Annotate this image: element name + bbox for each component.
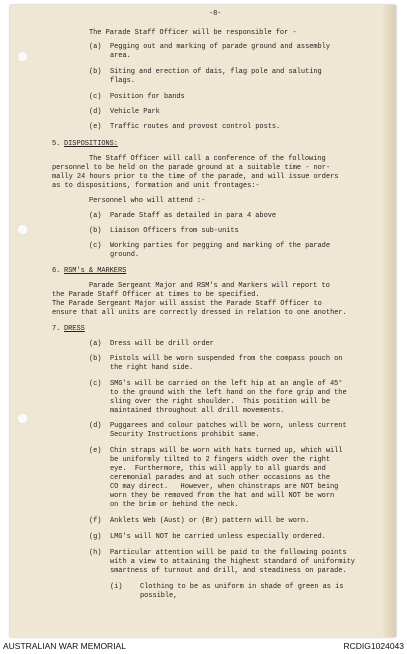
list-item-text: be uniformly tilted to 2 fingers width over the right: [110, 456, 330, 464]
section-heading: DISPOSITIONS:: [64, 140, 118, 148]
list-item-text: ceremonial parades and at such other occasions as the: [110, 474, 330, 482]
list-item-text: worn they be removed from the hat and will NOT be worn: [110, 492, 335, 500]
list-item-text: Traffic routes and provost control posts.: [110, 123, 281, 131]
list-item-text: SMG's will be carried on the left hip at an angle of 45°: [110, 380, 343, 388]
list-item-text: ground.: [110, 251, 140, 259]
list-item-label: (c): [89, 242, 102, 250]
list-item-label: (a): [89, 340, 102, 348]
list-item-text: Siting and erection of dais, flag pole and saluting: [110, 68, 322, 76]
page-number: -8-: [209, 10, 222, 18]
list-item-label: (e): [89, 447, 102, 455]
intro-text: The Parade Staff Officer will be responsible for -: [89, 29, 297, 37]
list-item-text: eye. Furthermore, this will apply to all guards and: [110, 465, 326, 473]
document-page: [10, 5, 396, 637]
list-item-label: (f): [89, 517, 102, 525]
list-item-text: maintained throughout all drill movements.: [110, 407, 285, 415]
list-item-label: (d): [89, 422, 102, 430]
section-number: 7.: [52, 325, 61, 333]
list-item-label: (a): [89, 43, 102, 51]
attend-text: Personnel who will attend :-: [89, 197, 206, 205]
paragraph-line: The Parade Sergeant Major will assist the Parade Staff Officer to: [52, 300, 322, 308]
list-item-text: LMG's will NOT be carried unless especially ordered.: [110, 533, 326, 541]
list-item-text: area.: [110, 52, 131, 60]
list-item-text: Anklets Web (Aust) or (Br) pattern will be worn.: [110, 517, 310, 525]
paragraph-line: The Staff Officer will call a conference of the following: [89, 155, 326, 163]
paragraph-line: personnel to be held on the parade ground at a suitable time - nor-: [52, 164, 331, 172]
list-item-text: to the ground with the left hand on the fore grip and the: [110, 389, 347, 397]
list-item-text: Dress will be drill order: [110, 340, 214, 348]
list-item-text: Puggarees and colour patches will be worn, unless current: [110, 422, 347, 430]
paragraph-line: mally 24 hours prior to the time of the parade, and will issue orders: [52, 173, 339, 181]
punch-hole: [17, 413, 28, 424]
list-item-label: (b): [89, 355, 102, 363]
list-item-text: sling over the right shoulder. This position will be: [110, 398, 330, 406]
list-item-text: Parade Staff as detailed in para 4 above: [110, 212, 277, 220]
section-number: 6.: [52, 267, 61, 275]
list-item-text: Vehicle Park: [110, 108, 160, 116]
list-item-label: (a): [89, 212, 102, 220]
sub-item-text: possible,: [140, 592, 178, 600]
list-item-text: Pistols will be worn suspended from the compass pouch on: [110, 355, 343, 363]
section-heading: RSM's & MARKERS: [64, 267, 127, 275]
list-item-text: flags.: [110, 77, 135, 85]
sub-item-label: (i): [110, 583, 123, 591]
list-item-label: (c): [89, 380, 102, 388]
list-item-text: Position for bands: [110, 93, 185, 101]
archive-footer: [0, 639, 407, 654]
punch-hole: [17, 224, 28, 235]
sub-item-text: Clothing to be as uniform in shade of green as is: [140, 583, 344, 591]
list-item-label: (g): [89, 533, 102, 541]
list-item-text: Liaison Officers from sub-units: [110, 227, 239, 235]
list-item-text: Chin straps will be worn with hats turned up, which will: [110, 447, 343, 455]
list-item-text: Particular attention will be paid to the following points: [110, 549, 347, 557]
list-item-text: Working parties for pegging and marking of the parade: [110, 242, 330, 250]
list-item-label: (c): [89, 93, 102, 101]
paragraph-line: the Parade Staff Officer at times to be specified.: [52, 291, 260, 299]
list-item-text: on the brim or behind the neck.: [110, 501, 239, 509]
paragraph-line: ensure that all units are correctly dressed in relation to one another.: [52, 309, 347, 317]
list-item-label: (e): [89, 123, 102, 131]
list-item-text: Pegging out and marking of parade ground and assembly: [110, 43, 330, 51]
list-item-label: (h): [89, 549, 102, 557]
list-item-label: (b): [89, 227, 102, 235]
paragraph-line: Parade Sergeant Major and RSM's and Markers will report to: [89, 282, 330, 290]
list-item-label: (d): [89, 108, 102, 116]
list-item-text: with a view to attaining the highest standard of uniformity: [110, 558, 355, 566]
list-item-label: (b): [89, 68, 102, 76]
list-item-text: Security Instructions prohibit same.: [110, 431, 260, 439]
footer-source: AUSTRALIAN WAR MEMORIAL: [3, 641, 126, 651]
section-heading: DRESS: [64, 325, 85, 333]
list-item-text: smartness of turnout and drill, and steadiness on parade.: [110, 567, 347, 575]
list-item-text: the right hand side.: [110, 364, 194, 372]
punch-hole: [17, 51, 28, 62]
list-item-text: CO may direct. However, when chinstraps are NOT being: [110, 483, 339, 491]
section-number: 5.: [52, 140, 61, 148]
paragraph-line: as to dispositions, formation and unit frontages:-: [52, 182, 260, 190]
footer-record-id: RCDIG1024043: [343, 641, 404, 651]
